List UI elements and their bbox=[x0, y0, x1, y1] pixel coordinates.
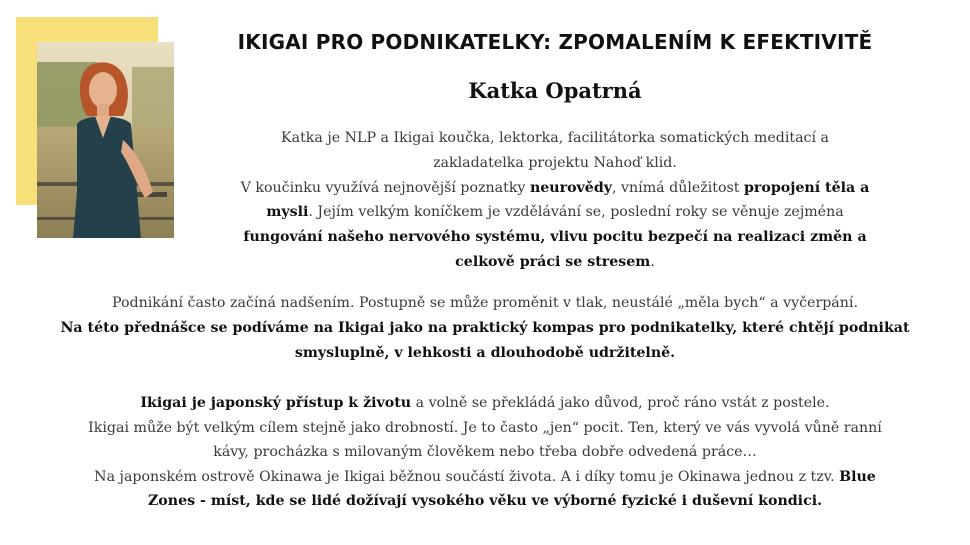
intro-line: Podnikání často začíná nadšením. Postupně se může proměnit v tlak, neustálé „měla bych“ a vyčerpání. bbox=[112, 295, 858, 311]
ikigai-line: Zones - míst, kde se lidé dožívají vysokého věku ve výborné fyzické i duševní kondici. bbox=[147, 493, 823, 510]
ikigai-line: Ikigai je japonský přístup k životu a volně se překládá jako důvod, proč ráno vstát z postele. bbox=[140, 395, 830, 411]
bio-line: mysli. Jejím velkým koníčkem je vzdělávání se, poslední roky se věnuje zejména bbox=[266, 204, 844, 221]
ikigai-description bbox=[20, 391, 950, 514]
bio-line: fungování našeho nervového systému, vlivu pocitu bezpečí na realizaci změn a bbox=[243, 229, 867, 246]
intro-line: smysluplně, v lehkosti a dlouhodobě udržitelně. bbox=[294, 345, 676, 361]
bio-line: V koučinku využívá nejnovější poznatky neurovědy, vnímá důležitost propojení těla a bbox=[240, 179, 870, 196]
bio-line: Katka je NLP a Ikigai koučka, lektorka, facilitátorka somatických meditací a bbox=[281, 130, 829, 146]
bio-line: celkově práci se stresem. bbox=[455, 253, 655, 270]
page-title: IKIGAI PRO PODNIKATELKY: ZPOMALENÍM K EFEKTIVITĚ bbox=[237, 30, 873, 54]
intro-line: Na této přednášce se podíváme na Ikigai jako na praktický kompas pro podnikatelky, které chtějí podnikat bbox=[60, 320, 910, 336]
author-name: Katka Opatrná bbox=[468, 78, 642, 103]
ikigai-line: Na japonském ostrově Okinawa je Ikigai běžnou součástí života. A i díky tomu je Okinawa jednou z tzv. Blue bbox=[94, 468, 876, 485]
author-portrait bbox=[37, 42, 174, 238]
bio-line: zakladatelka projektu Nahoď klid. bbox=[433, 154, 677, 171]
ikigai-line: Ikigai může být velkým cílem stejně jako drobností. Je to často „jen“ pocit. Ten, který ve vás vyvolá vůně ranní bbox=[88, 419, 882, 436]
ikigai-line: kávy, procházka s milovaným člověkem nebo třeba dobře odvedená práce… bbox=[213, 444, 757, 461]
portrait-image bbox=[37, 42, 174, 238]
lecture-intro bbox=[20, 291, 950, 366]
author-bio bbox=[175, 126, 935, 275]
